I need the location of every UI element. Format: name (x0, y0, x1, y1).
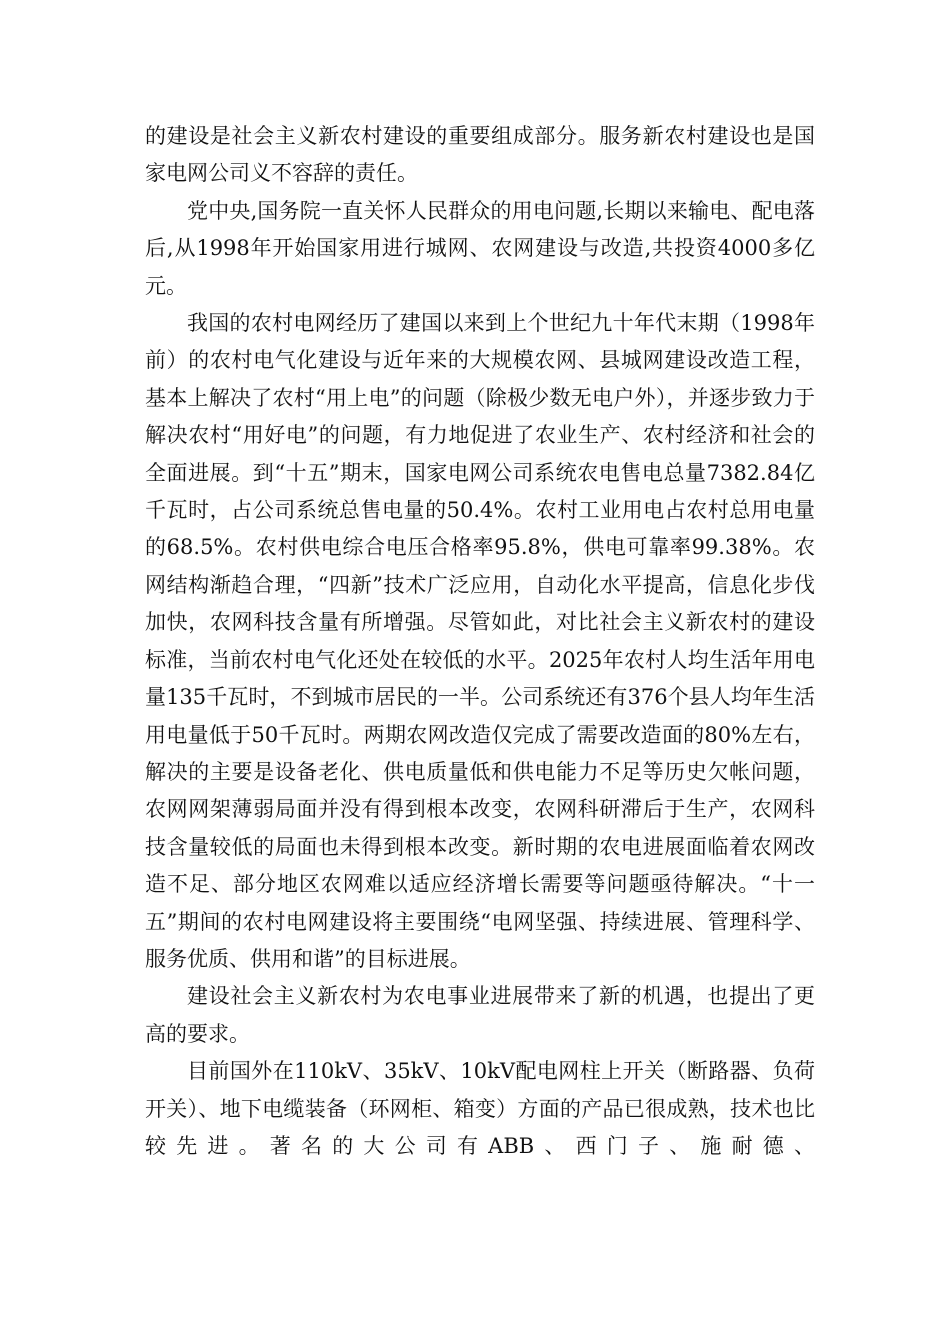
paragraph-investment: 党中央,国务院一直关怀人民群众的用电问题,长期以来输电、配电落后,从1998年开始国家用进行城网、农网建设与改造,共投资4000多亿元。 (145, 198, 815, 298)
paragraph-rural-grid: 我国的农村电网经历了建国以来到上个世纪九十年代末期（1998年前）的农村电气化建设与近年来的大规模农网、县城网建设改造工程，基本上解决了农村“用上电”的问题（除极少数无电户外），并逐步致力于解决农村“用好电”的问题，有力地促进了农业生产、农村经济和社会的全面进展。到“十五”期末，国家电网公司系统农电售电总量7382.84亿千瓦时，占公司系统总售电量的50.4%。农村工业用电占农村总用电量的68.5%。农村供电综合电压合格率95.8%，供电可靠率99.38%。农网结构渐趋合理，“四新”技术广泛应用，自动化水平提高，信息化步伐加快，农网科技含量有所增强。尽管如此，对比社会主义新农村的建设标准，当前农村电气化还处在较低的水平。2025年农村人均生活年用电量135千瓦时，不到城市居民的一半。公司系统还有376个县人均年生活用电量低于50千瓦时。两期农网改造仅完成了需要改造面的80%左右，解决的主要是设备老化、供电质量低和供电能力不足等历史欠帐问题，农网网架薄弱局面并没有得到根本改变，农网科研滞后于生产，农网科技含量较低的局面也未得到根本改变。新时期的农电进展面临着农网改造不足、部分地区农网难以适应经济增长需要等问题亟待解决。“十一五”期间的农村电网建设将主要围绕“电网坚强、持续进展、管理科学、服务优质、供用和谐”的目标进展。 (145, 311, 815, 971)
paragraph-continuation: 的建设是社会主义新农村建设的重要组成部分。服务新农村建设也是国家电网公司义不容辞的责任。 (145, 124, 815, 186)
paragraph-new-opportunity: 建设社会主义新农村为农电事业进展带来了新的机遇，也提出了更高的要求。 (145, 984, 815, 1046)
paragraph-foreign-products: 目前国外在110kV、35kV、10kV配电网柱上开关（断路器、负荷开关）、地下电缆装备（环网柜、箱变）方面的产品已很成熟，技术也比较先进。著名的大公司有ABB、西门子、施耐德、 (145, 1059, 815, 1158)
document-body (145, 118, 815, 1165)
